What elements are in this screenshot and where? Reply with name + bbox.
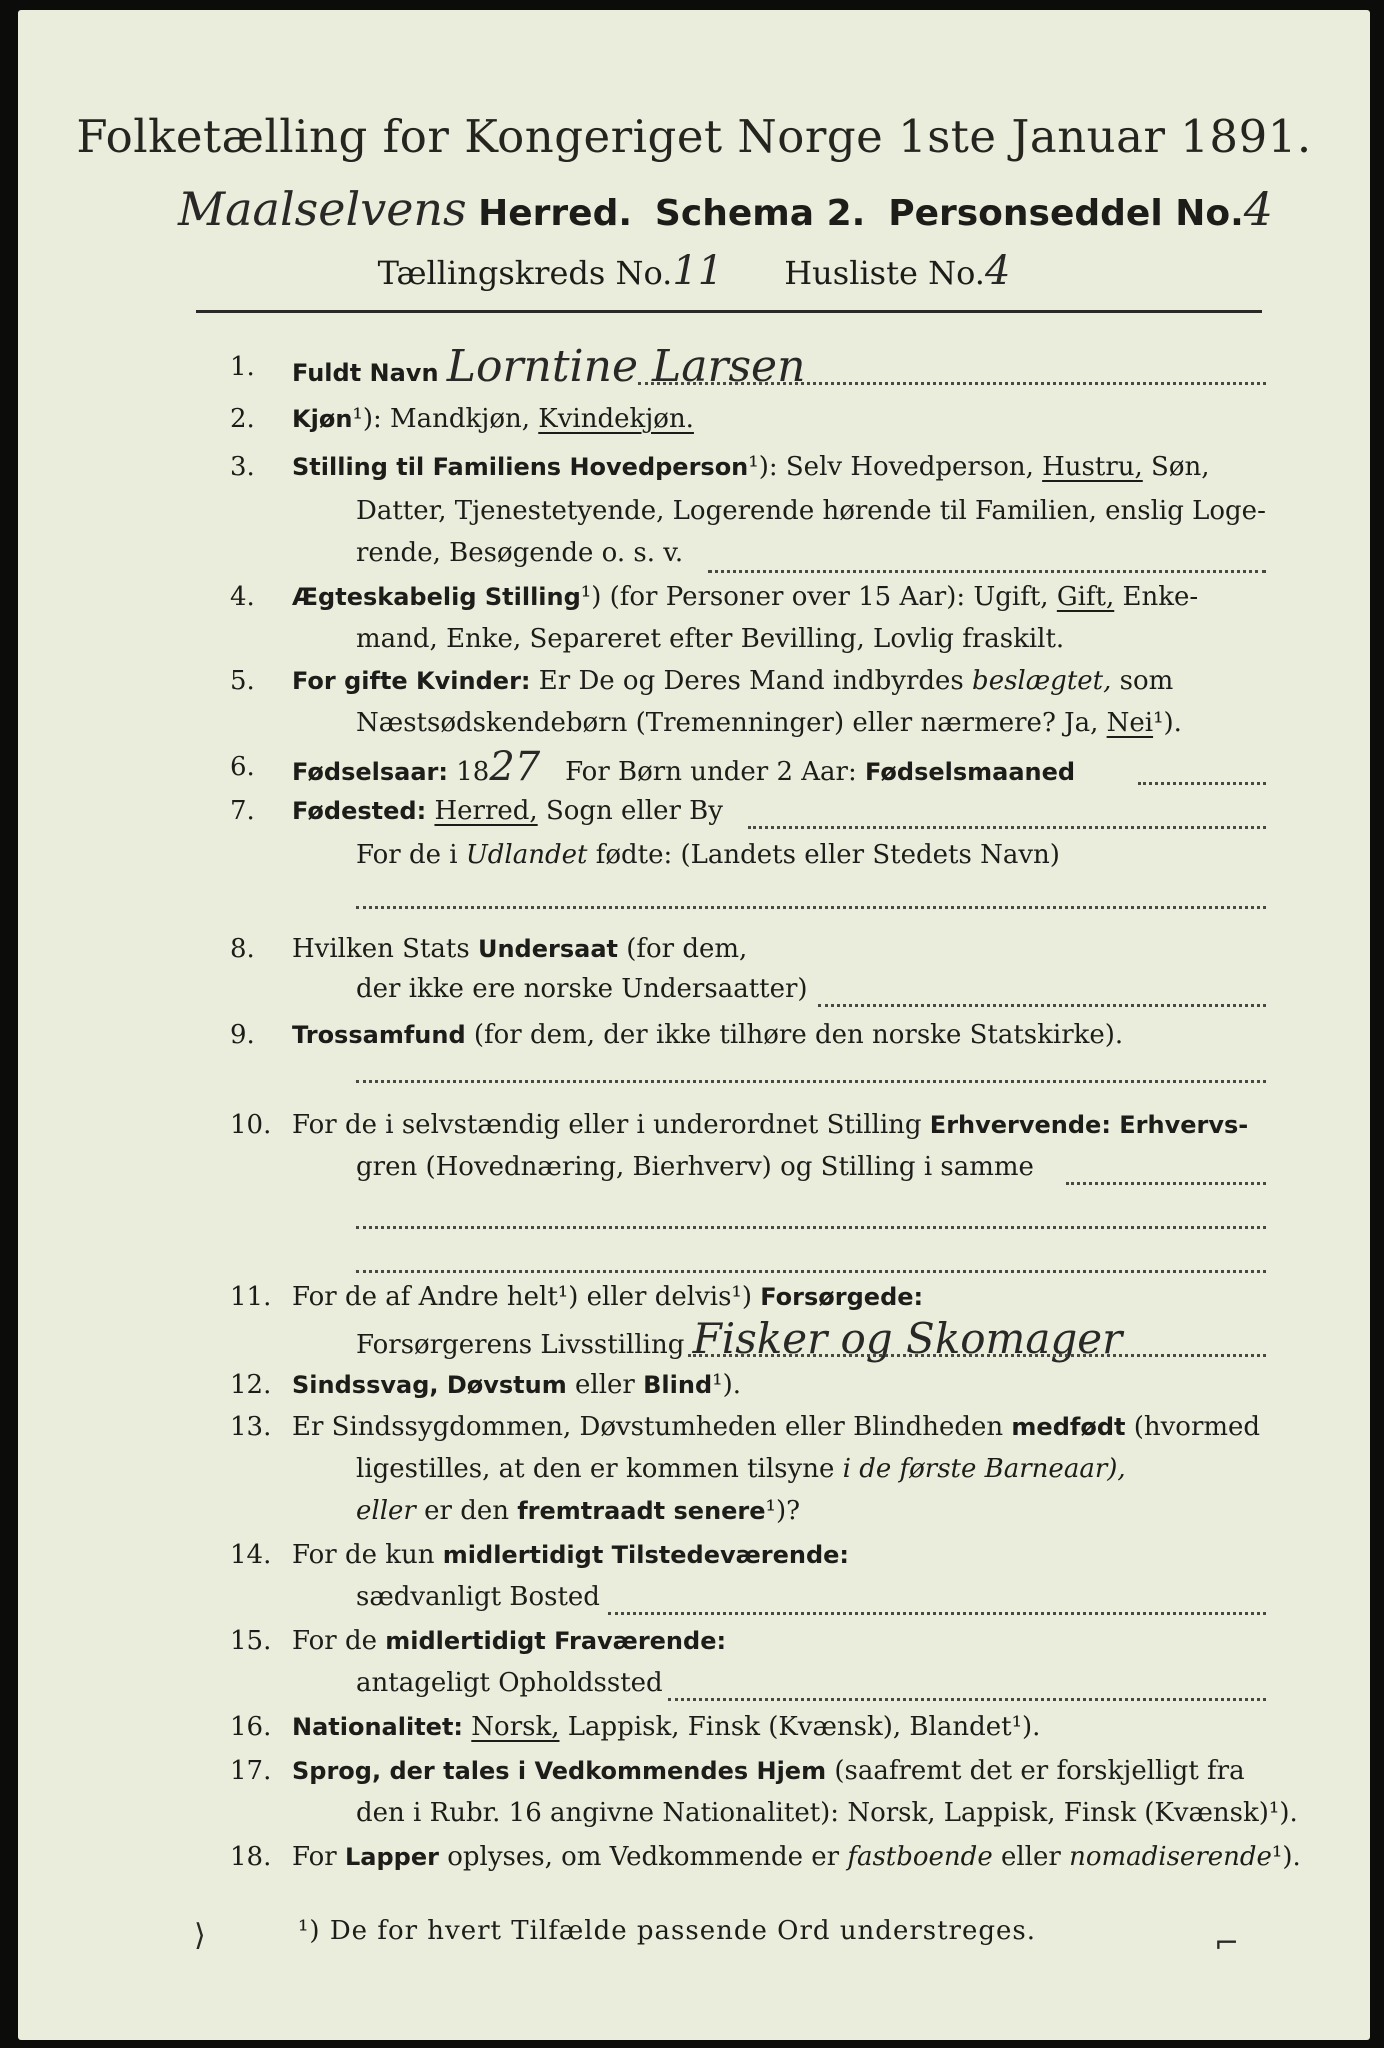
personseddel-number: 4 bbox=[1243, 182, 1274, 236]
question-text: (for dem, der ikke tilhøre den norske Statskirke). bbox=[473, 1020, 1124, 1050]
item-13-line-3 bbox=[356, 1494, 800, 1528]
item-number: 11. bbox=[230, 1282, 272, 1312]
item-8-line-2: der ikke ere norske Undersaatter) bbox=[356, 974, 808, 1004]
answer-line bbox=[688, 1354, 1266, 1357]
item-label: Lapper bbox=[344, 1843, 439, 1871]
item-label: Forsørgede: bbox=[760, 1283, 924, 1311]
question-text: er den bbox=[424, 1496, 509, 1526]
question-text-italic: eller bbox=[356, 1496, 416, 1526]
footnote-ref: ¹). bbox=[1271, 1842, 1301, 1872]
herred-handwritten: Maalselvens bbox=[178, 182, 467, 236]
item-number: 17. bbox=[230, 1756, 272, 1786]
option-text: Enke- bbox=[1122, 582, 1199, 612]
provider-occupation-handwritten: Fisker og Skomager bbox=[692, 1314, 1123, 1363]
item-label: For gifte Kvinder: bbox=[292, 667, 531, 695]
schema-label: Schema 2. bbox=[654, 193, 866, 234]
option-mandkjon: Mandkjøn, bbox=[390, 404, 530, 434]
item-14-line-2: sædvanligt Bosted bbox=[356, 1582, 600, 1612]
item-label: Undersaat bbox=[477, 935, 618, 963]
herred-line bbox=[178, 182, 1384, 236]
footnote-ref: ¹): bbox=[352, 404, 382, 434]
answer-line bbox=[1066, 1182, 1266, 1185]
item-number: 10. bbox=[230, 1110, 272, 1140]
question-text-italic: i de første Barneaar), bbox=[842, 1454, 1126, 1484]
option-norsk-underlined: Norsk, bbox=[471, 1712, 560, 1742]
birth-year-handwritten: 27 bbox=[489, 744, 541, 790]
option-nei-underlined: Nei bbox=[1106, 708, 1154, 738]
question-text: fødte: (Landets eller Stedets Navn) bbox=[595, 840, 1060, 870]
option-text: (for Personer over 15 Aar): Ugift, bbox=[609, 582, 1049, 612]
answer-line bbox=[1138, 782, 1266, 785]
answer-line bbox=[608, 1612, 1266, 1615]
item-label: midlertidigt Fraværende: bbox=[385, 1627, 727, 1655]
item-number: 7. bbox=[230, 796, 255, 826]
option-gift-underlined: Gift, bbox=[1056, 582, 1115, 612]
item-label: Fødested: bbox=[292, 797, 427, 825]
item-13-line-2 bbox=[356, 1452, 1126, 1486]
answer-line bbox=[356, 906, 1266, 909]
item-number: 4. bbox=[230, 582, 255, 612]
question-text: For de af Andre helt¹) eller delvis¹) bbox=[292, 1282, 752, 1312]
question-text: (hvormed bbox=[1133, 1412, 1261, 1442]
item-number: 6. bbox=[230, 752, 255, 782]
answer-line bbox=[638, 382, 1266, 385]
item-number: 9. bbox=[230, 1020, 255, 1050]
footnote: ¹) De for hvert Tilfælde passende Ord understreges. bbox=[298, 1916, 1037, 1946]
question-text: For bbox=[292, 1842, 337, 1872]
census-form-page bbox=[18, 10, 1370, 2040]
item-label: Blind bbox=[643, 1371, 713, 1399]
question-text: For de i bbox=[356, 840, 458, 870]
question-text: Er Sindssygdommen, Døvstumheden eller Blindheden bbox=[292, 1412, 1004, 1442]
question-text: oplyses, om Vedkommende er bbox=[447, 1842, 840, 1872]
question-text-italic: Udlandet bbox=[465, 840, 588, 870]
question-text: For de kun bbox=[292, 1540, 435, 1570]
question-text: For de bbox=[292, 1626, 377, 1656]
item-label: Ægteskabelig Stilling bbox=[292, 583, 581, 611]
husliste-label: Husliste No. bbox=[784, 254, 985, 292]
item-17-line-2: den i Rubr. 16 angivne Nationalitet): Norsk, Lappisk, Finsk (Kvænsk)¹). bbox=[356, 1798, 1298, 1828]
item-4-line-2: mand, Enke, Separeret efter Bevilling, Lovlig fraskilt. bbox=[356, 624, 1065, 654]
question-text: Forsørgerens Livsstilling bbox=[356, 1330, 685, 1360]
item-label: Sindssvag, Døvstum bbox=[292, 1371, 567, 1399]
option-hustru-underlined: Hustru, bbox=[1042, 452, 1143, 482]
item-3-line-2: Datter, Tjenestetyende, Logerende hørende til Familien, enslig Loge- bbox=[356, 496, 1266, 526]
question-text-italic: nomadiserende bbox=[1069, 1842, 1272, 1872]
item-15-line-2: antageligt Opholdssted bbox=[356, 1668, 663, 1698]
answer-line bbox=[748, 826, 1266, 829]
item-3-line-3: rende, Besøgende o. s. v. bbox=[356, 538, 684, 568]
item-label: Nationalitet: bbox=[292, 1713, 464, 1741]
header-divider bbox=[196, 310, 1262, 313]
item-label: midlertidigt Tilstedeværende: bbox=[442, 1541, 850, 1569]
item-5-line-2 bbox=[356, 706, 1182, 740]
year-prefix: 18 bbox=[456, 757, 490, 787]
item-label: Trossamfund bbox=[292, 1021, 466, 1049]
option-text: Sogn eller By bbox=[545, 796, 723, 826]
item-label: Stilling til Familiens Hovedperson bbox=[292, 453, 749, 481]
question-text: (saafremt det er forskjelligt fra bbox=[834, 1756, 1245, 1786]
item-label: Fuldt Navn bbox=[292, 359, 439, 387]
item-number: 12. bbox=[230, 1370, 272, 1400]
answer-line bbox=[356, 1080, 1266, 1083]
item-number: 8. bbox=[230, 934, 255, 964]
item-number: 16. bbox=[230, 1712, 272, 1742]
item-number: 18. bbox=[230, 1842, 272, 1872]
pen-mark: ⌐ bbox=[1214, 1926, 1240, 1961]
item-number: 2. bbox=[230, 404, 255, 434]
kreds-line bbox=[18, 248, 1370, 294]
item-number: 1. bbox=[230, 352, 255, 382]
item-label: fremtraadt senere bbox=[517, 1497, 766, 1525]
question-text: Hvilken Stats bbox=[292, 934, 470, 964]
item-7-line-2 bbox=[356, 838, 1060, 872]
item-number: 3. bbox=[230, 452, 255, 482]
item-label: Erhvervende: Erhvervs- bbox=[929, 1111, 1249, 1139]
item-number: 13. bbox=[230, 1412, 272, 1442]
answer-line bbox=[818, 1004, 1266, 1007]
item-number: 14. bbox=[230, 1540, 272, 1570]
kreds-number: 11 bbox=[672, 248, 724, 294]
item-label: Fødselsmaaned bbox=[864, 758, 1076, 786]
option-text: Selv Hovedperson, bbox=[785, 452, 1034, 482]
question-text-italic: beslægtet, bbox=[972, 666, 1112, 696]
form-title: Folketælling for Kongeriget Norge 1ste Januar 1891. bbox=[76, 110, 1312, 163]
item-label: Fødselsaar: bbox=[292, 758, 448, 786]
footnote-ref: ¹). bbox=[712, 1370, 741, 1400]
answer-line bbox=[356, 1226, 1266, 1229]
answer-line bbox=[708, 570, 1266, 573]
item-10-line-2: gren (Hovednæring, Bierhverv) og Stilling i samme bbox=[356, 1152, 1034, 1182]
footnote-ref: ¹)? bbox=[765, 1496, 801, 1526]
answer-line bbox=[668, 1698, 1266, 1701]
husliste-number: 4 bbox=[984, 248, 1011, 294]
item-number: 15. bbox=[230, 1626, 272, 1656]
item-label: Kjøn bbox=[292, 405, 353, 433]
footnote-ref: ¹): bbox=[748, 452, 778, 482]
question-text: (for dem, bbox=[626, 934, 748, 964]
option-text: Lappisk, Finsk (Kvænsk), Blandet¹). bbox=[567, 1712, 1041, 1742]
item-label: Sprog, der tales i Vedkommendes Hjem bbox=[292, 1757, 827, 1785]
question-text: For Børn under 2 Aar: bbox=[565, 757, 857, 787]
kreds-label: Tællingskreds No. bbox=[377, 254, 673, 292]
option-text: Søn, bbox=[1151, 452, 1210, 482]
personseddel-label: Personseddel No. bbox=[888, 193, 1244, 234]
question-text: eller bbox=[1000, 1842, 1061, 1872]
footnote-ref: ¹). bbox=[1153, 708, 1182, 738]
answer-line bbox=[356, 1270, 1266, 1273]
herred-label: Herred. bbox=[478, 193, 633, 234]
footnote-ref: ¹) bbox=[580, 582, 602, 612]
item-number: 5. bbox=[230, 666, 255, 696]
full-name-handwritten: Lorntine Larsen bbox=[446, 341, 806, 392]
question-text: ligestilles, at den er kommen tilsyne bbox=[356, 1454, 835, 1484]
option-herred-underlined: Herred, bbox=[434, 796, 538, 826]
question-text: For de i selvstændig eller i underordnet Stilling bbox=[292, 1110, 922, 1140]
question-text: Er De og Deres Mand indbyrdes bbox=[538, 666, 964, 696]
question-text: som bbox=[1119, 666, 1174, 696]
question-text-italic: fastboende bbox=[847, 1842, 993, 1872]
item-label: medfødt bbox=[1011, 1413, 1126, 1441]
option-kvindekjon-underlined: Kvindekjøn. bbox=[538, 404, 694, 434]
question-text: Næstsødskendebørn (Tremenninger) eller nærmere? Ja, bbox=[356, 708, 1099, 738]
pen-mark: ⟩ bbox=[194, 1918, 206, 1953]
question-text: eller bbox=[575, 1370, 635, 1400]
